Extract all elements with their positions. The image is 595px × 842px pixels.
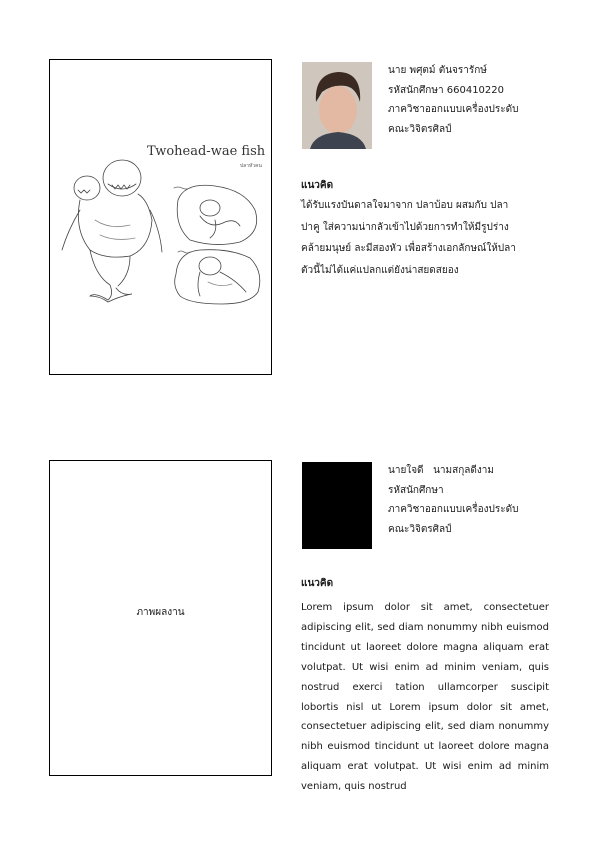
concept-text xyxy=(301,195,549,281)
student-id: รหัสนักศึกษา xyxy=(388,484,444,496)
concept-line: ปาคู ใส่ความน่ากลัวเข้าไปด้วยการทำให้มีรูปร่าง xyxy=(301,221,509,233)
concept-text: Lorem ipsum dolor sit amet, consectetuer adipiscing elit, sed diam nonummy nibh euismod tincidunt ut laoreet dolore magna aliquam erat volutpat. Ut wisi enim ad minim veniam, quis nostrud exerci tation ullamcorper suscipit lobortis nisl ut Lorem ipsum dolor sit amet, consectetuer adipiscing elit, sed diam nonummy nibh euismod tincidunt ut laoreet dolore magna aliquam erat volutpat. Ut wisi enim ad minim veniam, quis nostrud xyxy=(301,602,549,793)
concept-heading: แนวคิด xyxy=(301,578,334,589)
sketch-title: Twohead-wae fish xyxy=(147,144,266,159)
artwork-frame-2 xyxy=(49,460,272,776)
artwork-placeholder-label: ภาพผลงาน xyxy=(136,607,185,618)
artwork-frame-1 xyxy=(49,59,272,375)
student-info-1 xyxy=(388,61,518,139)
student-name: นายใจดี นามสกุลดีงาม xyxy=(388,465,494,476)
concept-line: ตัวนี้ไม่ได้แค่แปลกแต่ยังน่าสยดสยอง xyxy=(301,264,459,276)
faculty: คณะวิจิตรศิลป์ xyxy=(388,123,452,135)
student-photo-placeholder xyxy=(302,462,372,549)
student-name: นาย พศุตม์ ตันจรารักษ์ xyxy=(388,65,487,76)
sketch-subtitle: ปลาหัวคน xyxy=(240,163,262,169)
concept-line: คล้ายมนุษย์ ละมีสองหัว เพื่อสร้างเอกลักษณ์ให้ปลา xyxy=(301,243,516,254)
fish-sketch-illustration xyxy=(50,60,271,374)
faculty: คณะวิจิตรศิลป์ xyxy=(388,523,452,535)
concept-heading: แนวคิด xyxy=(301,180,334,191)
student-info-2 xyxy=(388,461,518,539)
portrait-image xyxy=(302,62,372,149)
concept-line: ได้รับแรงบันดาลใจมาจาก ปลาบ้อบ ผสมกับ ปลา xyxy=(301,200,509,211)
department: ภาควิชาออกแบบเครื่องประดับ xyxy=(388,504,519,515)
student-id: รหัสนักศึกษา 660410220 xyxy=(388,84,505,96)
student-photo-1 xyxy=(302,62,372,149)
department: ภาควิชาออกแบบเครื่องประดับ xyxy=(388,104,519,115)
